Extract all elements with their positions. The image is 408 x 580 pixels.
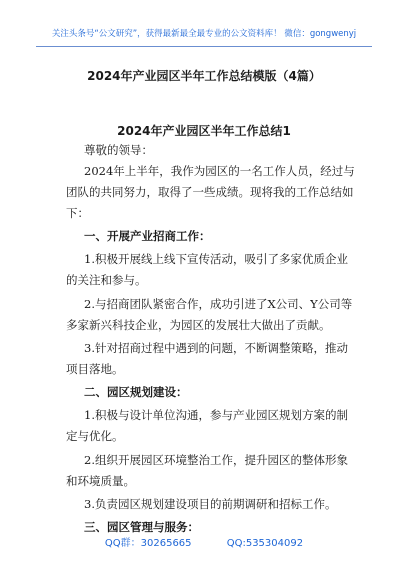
body-line: 2.组织开展园区环境整治工作，提升园区的整体形象 <box>84 453 348 467</box>
header-divider <box>36 46 372 47</box>
body-line: 1.积极开展线上线下宣传活动，吸引了多家优质企业 <box>84 252 348 266</box>
body-line: 2.与招商团队紧密合作，成功引进了X公司、Y公司等 <box>84 297 353 311</box>
header-promo-text: 关注头条号“公文研究”，获得最新最全最专业的公文资料库！ 微信：gongwenyj <box>51 29 357 39</box>
footer-contact <box>0 534 408 549</box>
document-title: 2024年产业园区半年工作总结模版（4篇） <box>87 69 321 83</box>
body-line: 和环境质量。 <box>66 474 135 488</box>
body-line: 3.针对招商过程中遇到的问题，不断调整策略，推动 <box>84 341 348 355</box>
body-line: 多家新兴科技企业，为园区的发展壮大做出了贡献。 <box>66 318 331 332</box>
body-line: 1.积极与设计单位沟通，参与产业园区规划方案的制 <box>84 408 348 422</box>
section-title: 2024年产业园区半年工作总结1 <box>117 124 291 138</box>
heading-2: 二、园区规划建设： <box>84 385 188 399</box>
body-line: 团队的共同努力，取得了一些成绩。现将我的工作总结如 <box>66 185 354 199</box>
footer-qq-number: QQ:535304092 <box>226 538 304 549</box>
body-line: 2024年上半年，我作为园区的一名工作人员，经过与 <box>84 164 355 178</box>
heading-3: 三、园区管理与服务： <box>84 520 199 534</box>
heading-1: 一、开展产业招商工作： <box>84 229 211 243</box>
body-line: 项目落地。 <box>66 362 124 376</box>
salutation: 尊敬的领导： <box>84 143 153 157</box>
body-line: 的关注和参与。 <box>66 273 147 287</box>
body-line: 定与优化。 <box>66 429 124 443</box>
footer-qq-group: QQ群：30265665 <box>104 538 192 549</box>
body-line: 下： <box>66 206 89 220</box>
body-line: 3.负责园区规划建设项目的前期调研和招标工作。 <box>84 497 337 511</box>
